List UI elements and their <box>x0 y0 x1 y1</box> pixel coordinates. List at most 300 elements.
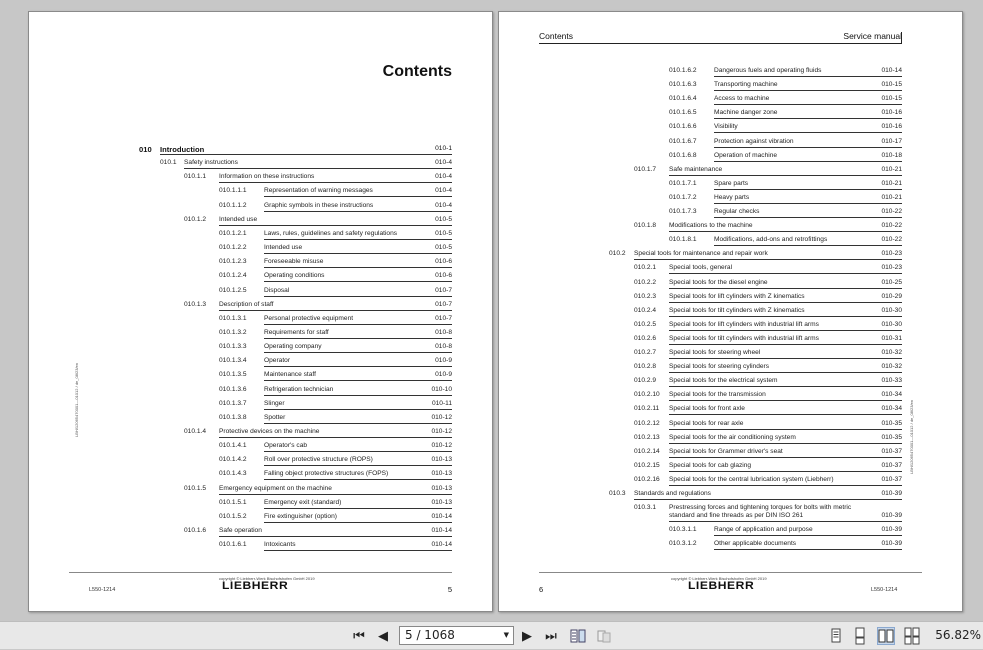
toc-entry-rule <box>264 338 452 339</box>
toc-entry[interactable] <box>219 185 452 197</box>
toc-entry[interactable] <box>609 488 902 500</box>
toc-entry[interactable] <box>669 192 902 204</box>
toc-entry-rule <box>264 239 452 240</box>
toc-entry-rule <box>669 521 902 522</box>
toc-entry-rule <box>264 423 452 424</box>
toc-entry-page: 010-12 <box>431 413 452 421</box>
toc-entry-title: Slinger <box>264 399 285 407</box>
toc-entry-title: Operation of machine <box>714 151 778 159</box>
toc-entry[interactable] <box>219 398 452 410</box>
toc-entry-rule <box>184 168 452 169</box>
toc-entry-number: 010.2.1 <box>634 264 656 272</box>
toc-entry-number: 010.1.3.5 <box>219 371 247 379</box>
liebherr-logo: LIEBHERR <box>687 580 755 592</box>
toc-entry-title: Special tools, general <box>669 264 733 272</box>
toc-entry-number: 010.3.1 <box>634 504 656 512</box>
toc-entry-number: 010.1.3.2 <box>219 328 247 336</box>
page-title: Contents <box>382 63 452 80</box>
toc-entry-number: 010.1.6.4 <box>669 95 697 103</box>
toc-entry[interactable] <box>160 157 452 169</box>
toc-entry-number: 010.1.4.2 <box>219 456 247 464</box>
toc-entry[interactable] <box>219 285 452 297</box>
toc-entry-number: 010.1.7 <box>634 165 656 173</box>
toc-entry-number: 010.1.1 <box>184 173 206 181</box>
toc-entry[interactable] <box>634 347 902 359</box>
toc-entry-rule <box>669 429 902 430</box>
toc-entry-page: 010-7 <box>435 300 452 308</box>
toc-entry-number: 010.1.2.3 <box>219 258 247 266</box>
toc-entry-title: Protective devices on the machine <box>219 428 320 435</box>
page-6 <box>498 11 963 612</box>
toc-entry-number: 010 <box>139 145 152 154</box>
toc-entry-number: 010.2.10 <box>634 391 660 399</box>
toc-entry-page: 010-5 <box>435 229 452 237</box>
toc-entry-rule <box>714 147 902 148</box>
toc-entry[interactable] <box>634 375 902 387</box>
toc-entry-page: 010-1 <box>435 145 452 152</box>
toc-entry-page: 010-4 <box>435 159 452 167</box>
toc-entry[interactable] <box>184 426 452 438</box>
toc-entry-rule <box>264 211 452 212</box>
side-code: LBH/12065470001—01012 / de_08/23/en <box>909 399 914 474</box>
toc-entry[interactable] <box>669 524 902 536</box>
toc-entry-rule <box>714 203 902 204</box>
toc-entry-rule <box>714 549 902 550</box>
toc-entry[interactable] <box>634 291 902 303</box>
toc-entry[interactable] <box>634 361 902 373</box>
toc-entry-title: Intoxicants <box>264 541 296 549</box>
toc-entry[interactable] <box>669 178 902 190</box>
toc-entry-title: Modifications, add-ons and retrofittings <box>714 236 828 244</box>
toc-entry-page: 010-13 <box>431 456 452 464</box>
toc-entry-page: 010-9 <box>435 371 452 379</box>
toc-entry[interactable] <box>184 214 452 226</box>
toc-entry-title: Dangerous fuels and operating fluids <box>714 67 822 74</box>
toc-entry-page: 010-21 <box>881 179 902 187</box>
toc-entry-number: 010.1.3.3 <box>219 343 247 351</box>
toc-entry-number: 010.1.1.2 <box>219 201 247 209</box>
toc-entry[interactable] <box>219 369 452 381</box>
continuous-view-icon[interactable] <box>851 627 869 645</box>
toc-entry[interactable] <box>219 341 452 353</box>
toc-entry-page: 010-15 <box>881 81 902 89</box>
toc-entry-page: 010-10 <box>431 385 452 393</box>
toc-entry-title: Special tools for the central lubrication system (Liebherr) <box>669 475 834 483</box>
toc-entry[interactable] <box>219 384 452 396</box>
toc-entry-number: 010.1.6.1 <box>219 541 247 549</box>
toc-entry-page: 010-8 <box>435 343 452 351</box>
toc-entry[interactable] <box>634 403 902 415</box>
toc-entry[interactable] <box>634 319 902 331</box>
toc-entry-page: 010-23 <box>881 264 902 272</box>
toc-entry-rule <box>219 437 452 438</box>
toc-entry[interactable] <box>669 79 902 91</box>
toc-entry-title: Special tools for rear axle <box>669 419 744 427</box>
table-of-contents <box>29 12 492 611</box>
toc-entry-page: 010-5 <box>435 215 452 223</box>
toc-entry-title: Special tools for maintenance and repair work <box>634 250 768 258</box>
toc-entry-title: Special tools for lift cylinders with Z kinematics <box>669 292 805 300</box>
toc-entry[interactable] <box>634 474 902 486</box>
toc-entry-title: Operating company <box>264 343 322 351</box>
toc-entry-number: 010.1.8.1 <box>669 236 697 244</box>
toc-entry-page: 010-22 <box>881 222 902 230</box>
footer-divider <box>539 572 922 573</box>
toc-entry-title: Operator <box>264 357 291 365</box>
toc-entry-rule <box>219 182 452 183</box>
toc-entry-number: 010.1.2.1 <box>219 229 247 237</box>
toc-entry[interactable] <box>219 200 452 212</box>
toc-entry-number: 010.1.5.1 <box>219 498 247 506</box>
toc-entry-rule <box>714 104 902 105</box>
toc-entry-rule <box>264 479 452 480</box>
toc-entry-page: 010-16 <box>881 109 902 117</box>
toc-entry-title: Maintenance staff <box>264 371 316 379</box>
toc-entry[interactable] <box>634 305 902 317</box>
toc-entry-page: 010-7 <box>435 314 452 322</box>
last-page-icon[interactable]: ⏭ <box>545 628 557 644</box>
toc-entry-number: 010.2.8 <box>634 363 656 371</box>
toc-entry-title: Laws, rules, guidelines and safety regulations <box>264 229 398 237</box>
toc-entry-rule <box>264 508 452 509</box>
toc-entry[interactable] <box>634 389 902 401</box>
toc-entry-rule <box>669 443 902 444</box>
toc-entry-number: 010.2.14 <box>634 447 660 455</box>
toc-entry-title: Falling object protective structures (FOPS) <box>264 470 389 478</box>
header-left: Contents <box>539 31 574 41</box>
toc-entry-page: 010-30 <box>881 306 902 314</box>
toc-entry[interactable] <box>669 150 902 162</box>
toc-entry[interactable] <box>219 256 452 268</box>
toc-entry-number: 010.1.5.2 <box>219 512 247 520</box>
toc-entry-page: 010-12 <box>431 428 452 435</box>
toc-entry-number: 010.1.7.2 <box>669 193 697 201</box>
toc-entry-page: 010-25 <box>881 278 902 286</box>
toc-entry-number: 010.1.6.5 <box>669 109 697 117</box>
toc-entry-page: 010-8 <box>435 328 452 336</box>
toc-entry[interactable] <box>219 327 452 339</box>
toc-entry-rule <box>219 494 452 495</box>
toc-entry-title: Special tools for tilt cylinders with industrial lift arms <box>669 334 819 342</box>
single-page-view-icon[interactable] <box>827 627 845 645</box>
toc-entry[interactable] <box>219 497 452 509</box>
page-number: 6 <box>539 585 544 594</box>
toc-entry[interactable] <box>219 511 452 523</box>
toc-entry-number: 010.2.3 <box>634 292 656 300</box>
toc-entry[interactable] <box>184 299 452 311</box>
toc-entry-page: 010-35 <box>881 433 902 441</box>
toc-entry-page: 010-37 <box>881 447 902 455</box>
toc-entry[interactable] <box>184 483 452 495</box>
toc-entry-number: 010.1.6.8 <box>669 151 697 159</box>
liebherr-logo: LIEBHERR <box>221 580 289 592</box>
toc-entry-page: 010-4 <box>435 201 452 209</box>
toc-entry-page: 010-13 <box>431 470 452 478</box>
toc-entry-number: 010.1.3.1 <box>219 314 247 322</box>
toc-entry[interactable] <box>669 93 902 105</box>
copyright: copyright © Liebherr-Werk Bischofshofen GmbH 2019 <box>671 576 767 581</box>
toc-entry[interactable] <box>669 206 902 218</box>
toc-entry-title: Intended use <box>264 244 303 252</box>
zoom-level[interactable]: 56.82% <box>935 628 981 642</box>
toc-entry-rule <box>634 499 902 500</box>
two-page-continuous-view-icon[interactable] <box>903 627 921 645</box>
toc-entry-page: 010-4 <box>435 187 452 195</box>
toc-entry[interactable] <box>634 446 902 458</box>
toc-entry-number: 010.1.6.7 <box>669 137 697 145</box>
toc-entry-title: Disposal <box>264 286 290 294</box>
toc-entry-number: 010.2.9 <box>634 377 656 385</box>
toc-entry-page: 010-34 <box>881 405 902 413</box>
toc-entry[interactable] <box>634 277 902 289</box>
toc-entry-title: Operating conditions <box>264 272 325 280</box>
toc-entry-title: Other applicable documents <box>714 540 797 548</box>
toc-entry-number: 010.3.1.1 <box>669 526 697 534</box>
toc-entry-rule <box>714 90 902 91</box>
thumbnail-view-icon[interactable] <box>569 627 587 645</box>
toc-entry-rule <box>264 451 452 452</box>
toc-entry-number: 010.3.1.2 <box>669 540 697 548</box>
toc-entry-rule <box>264 267 452 268</box>
toc-entry[interactable] <box>219 539 452 551</box>
toc-entry-page: 010-22 <box>881 236 902 244</box>
toc-entry-rule <box>669 386 902 387</box>
toc-entry-page: 010-9 <box>435 357 452 365</box>
toc-entry-number: 010.1.1.1 <box>219 187 247 195</box>
toc-entry-number: 010.1.2 <box>184 215 206 223</box>
toc-entry-rule <box>669 316 902 317</box>
toc-entry-number: 010.1.8 <box>634 222 656 230</box>
export-icon[interactable] <box>595 627 613 645</box>
toc-entry-title: Introduction <box>160 145 205 154</box>
copyright: copyright © Liebherr-Werk Bischofshofen GmbH 2019 <box>219 576 315 581</box>
toc-entry-page: 010-29 <box>881 292 902 300</box>
toc-entry-number: 010.2.16 <box>634 475 660 483</box>
toc-entry-number: 010.1.3 <box>184 300 206 308</box>
toc-entry-rule <box>714 132 902 133</box>
toc-entry-title: Information on these instructions <box>219 173 315 181</box>
toc-entry-page: 010-6 <box>435 258 452 266</box>
toc-entry-page: 010-6 <box>435 272 452 280</box>
toc-entry[interactable] <box>634 502 902 522</box>
toc-entry-title: Requirements for staff <box>264 328 329 336</box>
toc-entry-title: Special tools for steering wheel <box>669 349 761 356</box>
toc-entry[interactable] <box>669 121 902 133</box>
toc-entry-rule <box>264 281 452 282</box>
toc-entry-number: 010.1.2.4 <box>219 272 247 280</box>
toc-entry-page: 010-7 <box>435 286 452 294</box>
toc-entry-title: Personal protective equipment <box>264 314 354 322</box>
toc-entry-rule <box>669 457 902 458</box>
toc-entry-number: 010.2.12 <box>634 419 660 427</box>
toc-entry-title: Spare parts <box>714 179 749 187</box>
toc-entry-title: Protection against vibration <box>714 137 794 145</box>
toc-entry[interactable] <box>219 355 452 367</box>
toc-entry[interactable] <box>219 412 452 424</box>
page-selector[interactable] <box>399 626 514 645</box>
toc-entry-title: Modifications to the machine <box>669 222 753 230</box>
toc-entry[interactable] <box>219 468 452 480</box>
toc-entry-title: Safety instructions <box>184 159 238 167</box>
toc-entry-number: 010.1.3.6 <box>219 385 247 393</box>
toc-entry-number: 010.1.7.3 <box>669 208 697 215</box>
side-code: LBH/12065470001—01012 / de_08/23/en <box>74 362 79 437</box>
toc-entry-rule <box>669 372 902 373</box>
footer-divider <box>69 572 452 573</box>
toc-entry-page: 010-14 <box>431 527 452 535</box>
next-page-icon[interactable]: ▶ <box>522 628 532 644</box>
toc-entry[interactable] <box>634 418 902 430</box>
toc-entry-number: 010.2.5 <box>634 320 656 328</box>
toc-entry[interactable] <box>634 164 902 176</box>
toc-entry-number: 010.1.6 <box>184 527 206 535</box>
toc-entry-page: 010-13 <box>431 484 452 492</box>
toc-entry-rule <box>264 253 452 254</box>
doc-id: L550-1214 <box>89 587 116 593</box>
toc-entry-rule <box>669 231 902 232</box>
doc-id: L550-1214 <box>871 587 898 593</box>
toc-entry-page: 010-39 <box>881 540 902 548</box>
toc-entry-number: 010.1.6.6 <box>669 123 697 131</box>
toc-entry-rule <box>160 154 452 155</box>
header-right: Service manual <box>843 31 902 41</box>
toc-entry[interactable] <box>634 432 902 444</box>
toc-entry[interactable] <box>609 248 902 260</box>
toc-entry-page: 010-35 <box>881 419 902 427</box>
toc-entry[interactable] <box>669 538 902 550</box>
toc-entry[interactable] <box>219 270 452 282</box>
toc-entry-page: 010-32 <box>881 363 902 371</box>
toc-entry-rule <box>219 536 452 537</box>
toc-entry-title: Access to machine <box>714 95 770 103</box>
toc-entry-title: Special tools for the electrical system <box>669 377 778 385</box>
toc-entry-page: 010-16 <box>881 123 902 131</box>
toc-entry[interactable] <box>669 234 902 246</box>
page-number: 5 <box>447 585 452 594</box>
toc-entry-number: 010.2.13 <box>634 433 660 441</box>
toc-entry-rule <box>264 522 452 523</box>
toc-entry-rule <box>669 485 902 486</box>
toc-entry-page: 010-14 <box>881 67 902 74</box>
toc-entry[interactable] <box>219 440 452 452</box>
toc-entry[interactable] <box>634 220 902 232</box>
toc-entry[interactable] <box>219 242 452 254</box>
toc-entry-title: Standards and regulations <box>634 490 711 497</box>
toc-entry-number: 010.1.3.8 <box>219 413 247 421</box>
toc-entry-rule <box>669 273 902 274</box>
toc-entry-title: Special tools for cab glazing <box>669 461 752 469</box>
toc-entry-title: Foreseeable misuse <box>264 258 324 266</box>
toc-entry-page: 010-22 <box>881 208 902 215</box>
toc-entry-number: 010.2.4 <box>634 306 656 314</box>
toc-entry-number: 010.2 <box>609 250 626 258</box>
toc-entry-title: Refrigeration technician <box>264 385 334 393</box>
toc-entry-title: Emergency equipment on the machine <box>219 484 332 492</box>
toc-entry-rule <box>634 259 902 260</box>
toc-entry-number: 010.1.4 <box>184 428 206 435</box>
toc-entry[interactable] <box>219 313 452 325</box>
toc-entry-rule <box>669 288 902 289</box>
toc-entry-title: Representation of warning messages <box>264 187 373 195</box>
toc-entry-rule <box>264 550 452 551</box>
toc-entry[interactable] <box>634 333 902 345</box>
toc-entry-page: 010-33 <box>881 377 902 385</box>
toc-entry-page: 010-34 <box>881 391 902 399</box>
toc-entry-title: Special tools for tilt cylinders with Z kinematics <box>669 306 805 314</box>
toc-entry-rule <box>264 380 452 381</box>
toc-entry[interactable] <box>634 460 902 472</box>
toc-entry-rule <box>714 245 902 246</box>
toc-entry-title: Safe maintenance <box>669 165 723 173</box>
toc-entry-title: Range of application and purpose <box>714 526 813 534</box>
chevron-down-icon[interactable]: ▼ <box>503 631 509 639</box>
toc-entry-title: Emergency exit (standard) <box>264 498 342 506</box>
toc-entry-title: Operator's cab <box>264 442 308 450</box>
toc-entry[interactable] <box>669 65 902 77</box>
toc-entry-number: 010.1.4.3 <box>219 470 247 478</box>
toc-entry-rule <box>714 217 902 218</box>
toc-entry-page: 010-37 <box>881 475 902 483</box>
toc-entry[interactable] <box>184 171 452 183</box>
toc-entry-rule <box>264 324 452 325</box>
toc-entry-number: 010.2.2 <box>634 278 656 286</box>
toc-entry-title: Prestressing forces and tightening torques for bolts with metric standard and fine threads as per DIN ISO 261 <box>669 504 852 520</box>
two-page-view-icon[interactable] <box>877 627 895 645</box>
toc-entry-title: Machine danger zone <box>714 109 778 117</box>
toc-entry-number: 010.1.6.3 <box>669 81 697 89</box>
toc-entry[interactable] <box>184 525 452 537</box>
toc-entry-rule <box>669 471 902 472</box>
toc-entry-title: Spotter <box>264 413 286 421</box>
toc-entry-title: Fire extinguisher (option) <box>264 512 337 520</box>
toc-entry-number: 010.1.2.5 <box>219 286 247 294</box>
toc-entry[interactable] <box>634 262 902 274</box>
toc-entry[interactable] <box>669 107 902 119</box>
toc-entry-page: 010-31 <box>881 334 902 342</box>
toc-entry[interactable] <box>219 228 452 240</box>
previous-page-icon[interactable]: ◀ <box>378 628 388 644</box>
toc-entry-title: Special tools for the air conditioning system <box>669 433 796 441</box>
toc-entry-rule <box>264 296 452 297</box>
toc-entry-page: 010-14 <box>431 541 452 549</box>
toc-entry-page: 010-11 <box>431 399 452 407</box>
toc-entry[interactable] <box>139 143 452 155</box>
page-indicator: 5 / 1068 <box>405 628 455 642</box>
toc-entry-rule <box>669 414 902 415</box>
toc-entry-rule <box>669 175 902 176</box>
toc-entry-rule <box>264 352 452 353</box>
toc-entry-page: 010-21 <box>881 165 902 173</box>
table-of-contents <box>499 12 962 611</box>
toc-entry-rule <box>669 330 902 331</box>
toc-entry-page: 010-18 <box>881 151 902 159</box>
toc-entry-rule <box>669 400 902 401</box>
toc-entry-rule <box>669 358 902 359</box>
first-page-icon[interactable]: ⏮ <box>353 628 365 644</box>
toc-entry[interactable] <box>669 136 902 148</box>
toc-entry-rule <box>669 302 902 303</box>
toc-entry-number: 010.3 <box>609 490 626 497</box>
toc-entry-number: 010.2.15 <box>634 461 660 469</box>
toc-entry-title: Intended use <box>219 215 258 223</box>
toc-entry-title: Transporting machine <box>714 81 778 89</box>
toc-entry-page: 010-15 <box>881 95 902 103</box>
toc-entry-number: 010.1.5 <box>184 484 206 492</box>
toc-entry-page: 010-23 <box>881 250 902 258</box>
toc-entry-rule <box>714 189 902 190</box>
toc-entry[interactable] <box>219 454 452 466</box>
toc-entry-page: 010-30 <box>881 320 902 328</box>
